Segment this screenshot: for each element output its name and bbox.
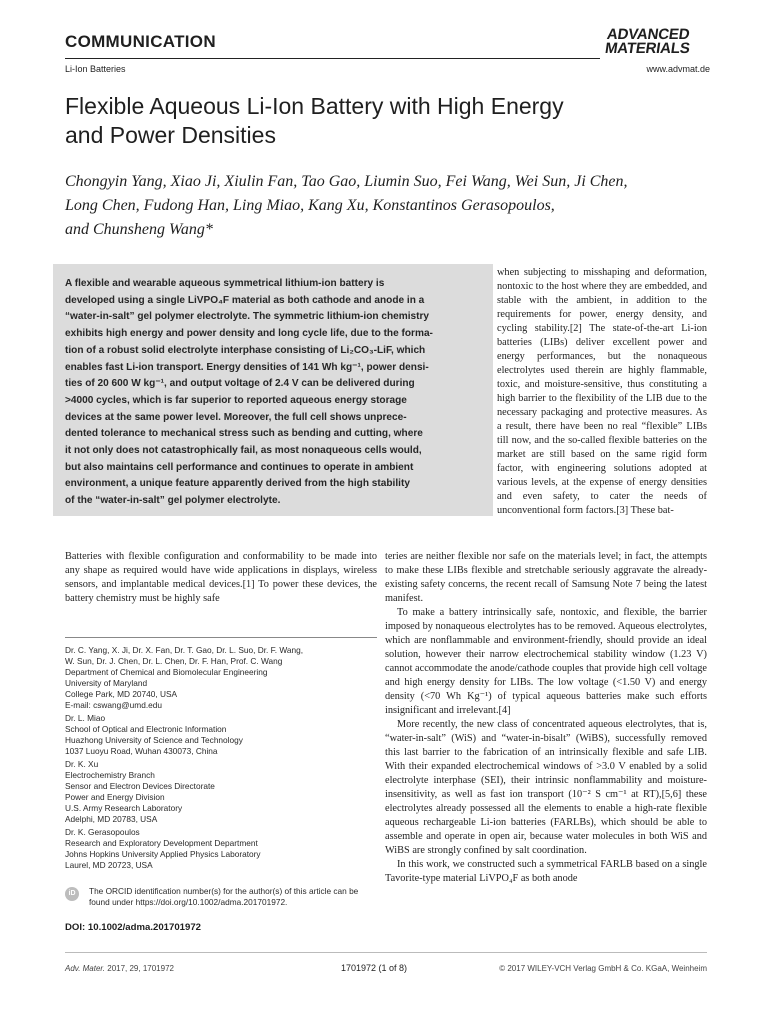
affiliation-line: Department of Chemical and Biomolecular Engineering [65,667,268,677]
logo-line-2: MATERIALS [603,40,691,57]
footer-rule [65,952,707,953]
affiliation-line: College Park, MD 20740, USA [65,689,178,699]
abstract-line: environment, a unique feature apparently derived from the high stability [65,478,410,490]
affiliation-line: University of Maryland [65,678,148,688]
email-link[interactable]: E-mail: cswang@umd.edu [65,700,162,710]
affiliation-line: School of Optical and Electronic Information [65,724,227,734]
title-line-2: and Power Densities [65,122,276,148]
body-column-right-top [497,266,707,518]
affiliation-line: Huazhong University of Science and Technology [65,735,243,745]
abstract-box [53,264,493,516]
section-label: COMMUNICATION [65,32,216,51]
body-column-right [385,550,707,886]
footer-citation [65,964,174,973]
affiliation-line: Dr. C. Yang, X. Ji, Dr. X. Fan, Dr. T. Gao, Dr. L. Suo, Dr. F. Wang, [65,645,304,655]
affiliation-line: Dr. K. Gerasopoulos [65,827,140,837]
abstract-line: ties of 20 600 W kg⁻¹, and output voltage of 2.4 V can be delivered during [65,378,415,390]
abstract-line: devices at the same power level. Moreover, the full cell shows unprece- [65,411,407,423]
abstract-line: enables fast Li-ion transport. Energy densities of 141 Wh kg⁻¹, power densi- [65,361,429,373]
author-affiliations [65,645,377,871]
body-paragraph: when subjecting to misshaping and deformation, nontoxic to the host where they are embedded, and stable with the ambient, in addition to the requirements for power, energy density, and cycling stability.[2] The state-of-the-art Li-ion batteries (LIBs) deliver excellent power and energy performances, but the nonaqueous electrolytes used therein are highly flammable, toxic, and moisture-sensitive, thus constituting a high barrier to the flexibility of the LIB due to the necessary packaging and protective measures. As a result, there have been no real “flexible” LIBs till now, and the so-called flexible batteries on the market are still based on the same rigid form factor, with engineering solutions adopted at various levels, at the expense of energy densities and even safety, to cater the needs of unconventional form factors.[3] These bat- [497,267,707,516]
affiliation-block [65,645,377,711]
body-paragraph: In this work, we constructed such a symmetrical FARLB based on a single Tavorite-type material LiVPO₄F as both anode [385,859,707,884]
author-list [65,170,705,242]
affiliation-line: Research and Exploratory Development Department [65,838,258,848]
affiliation-line: Laurel, MD 20723, USA [65,860,153,870]
affiliation-block [65,827,377,871]
orcid-note: The ORCID identification number(s) for the author(s) of this article can be found under https://doi.org/10.1002/adma.201701972. [89,886,359,907]
footer-journal: Adv. Mater. [65,964,106,973]
affiliation-line: Dr. K. Xu [65,759,99,769]
abstract-line: >4000 cycles, which is far superior to reported aqueous energy storage [65,394,407,406]
affiliation-line: U.S. Army Research Laboratory [65,803,183,813]
journal-logo [604,28,712,56]
body-paragraph: More recently, the new class of concentrated aqueous electrolytes, that is, “water-in-salt” (WiS) and “water-in-bisalt” (WiBS), successfully removed this last barrier to the fabrication of an intrinsically flexible and safe LIB. With their expanded electrochemical windows of >3.0 V enabled by a solid electrolyte interphase (SEI), their intrinsic nonflammability and moisture-insensitivity, as well as fast ion transport (10⁻² S cm⁻¹ at RT),[5,6] these electrolytes already possessed all the elements to enable a high-rate flexible aqueous rechargeable Li-ion batteries (FARLBs), which should be able to assemble and operate in open air, because water molecules in both WiS and WiBS are strongly confined by salt coordination. [385,719,707,856]
abstract-line: A flexible and wearable aqueous symmetrical lithium-ion battery is [65,278,385,289]
body-paragraph: teries are neither flexible nor safe on the materials level; in fact, the attempts to make these LIBs flexible and stretchable seriously aggravate the already-existing safety concerns, the recent recall of Samsung Note 7 being the latest manifest. [385,551,707,604]
logo-line-1: ADVANCED [605,26,691,43]
doi-link[interactable]: DOI: 10.1002/adma.201701972 [65,922,202,933]
affiliation-block [65,759,377,825]
article-title [65,92,625,150]
title-line-1: Flexible Aqueous Li-Ion Battery with High Energy [65,93,564,119]
affiliation-line: W. Sun, Dr. J. Chen, Dr. L. Chen, Dr. F. Han, Prof. C. Wang [65,656,283,666]
footnote-rule [65,637,377,638]
abstract-line: but also maintains cell performance and continues to operate in ambient [65,461,414,473]
abstract-line: exhibits high energy and power density and long cycle life, due to the forma- [65,328,433,340]
abstract-line: developed using a single LiVPO₄F material as both cathode and anode in a [65,294,425,306]
body-paragraph: To make a battery intrinsically safe, nontoxic, and flexible, the barrier imposed by nonaqueous electrolytes has to be removed. Aqueous electrolytes, which are nonflammable and environment-friendly, should provide an ideal solution, however their narrow electrochemical stability window (1.23 V) cannot accommodate the anode/cathode couples that provide high cell voltage and high energy density for LIBs. The low voltage (<1.50 V) and energy density (<70 Wh Kg⁻¹) of typical aqueous batteries make such efforts insignificant and irrelevant.[4] [385,607,707,716]
body-column-left [65,550,377,606]
orcid-icon: iD [65,887,79,901]
author-line: Chongyin Yang, Xiao Ji, Xiulin Fan, Tao Gao, Liumin Suo, Fei Wang, Wei Sun, Ji Chen, [65,173,628,190]
abstract-line: of the “water-in-salt” gel polymer electrolyte. [65,495,281,507]
affiliation-line: Adelphi, MD 20783, USA [65,814,158,824]
page-number: 1701972 (1 of 8) [341,963,408,973]
section-topic: Li-Ion Batteries [65,64,126,74]
affiliation-line: Power and Energy Division [65,792,165,802]
copyright-notice: © 2017 WILEY-VCH Verlag GmbH & Co. KGaA, Weinheim [499,964,707,973]
intro-paragraph: Batteries with flexible configuration and conformability to be made into any shape as required would have wide applications in displays, wireless sensors, and implantable medical devices.[1] To power these devices, the battery chemistry must be highly safe [65,551,377,604]
author-line: Long Chen, Fudong Han, Ling Miao, Kang Xu, Konstantinos Gerasopoulos, [65,197,555,214]
affiliation-line: 1037 Luoyu Road, Wuhan 430073, China [65,746,218,756]
abstract-line: dented tolerance to mechanical stress such as bending and cutting, where [65,428,423,440]
affiliation-line: Sensor and Electron Devices Directorate [65,781,215,791]
affiliation-line: Electrochemistry Branch [65,770,155,780]
abstract-line: “water-in-salt” gel polymer electrolyte. The symmetric lithium-ion chemistry [65,311,430,323]
abstract-line: it not only does not catastrophically fail, as most nonaqueous cells would, [65,445,422,457]
journal-website-link[interactable]: www.advmat.de [646,64,710,74]
author-line: and Chunsheng Wang* [65,221,213,238]
header-rule [65,58,600,59]
affiliation-block [65,713,377,757]
affiliation-line: Johns Hopkins University Applied Physics Laboratory [65,849,261,859]
footer-volume: 2017, 29, 1701972 [105,964,174,973]
affiliation-line: Dr. L. Miao [65,713,106,723]
abstract-line: tion of a robust solid electrolyte interphase consisting of Li₂CO₃-LiF, which [65,344,426,356]
